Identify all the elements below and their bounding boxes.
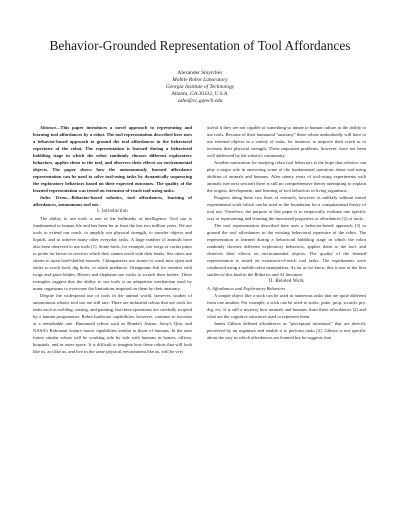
index-terms-text: —Behavior-based robotics, tool affordances, learning of affordances, autonomous tool use. <box>33 195 192 207</box>
intro-paragraph-3: useful if they are not capable of something so innate to human culture as the ability to use tools. Because of their humanoid "anatomy" these robots undoubtedly will have to use external objects in a variety of tasks, for instance, to improve their reach or to increase their physical strength. These important problems, however, have not been well addressed by the robotics community. <box>207 125 366 158</box>
author-lab: Mobile Robot Laboratory <box>172 77 228 83</box>
subsection-heading-affordances: A. Affordances and Exploratory Behaviors <box>207 286 286 291</box>
index-terms-label: Index Terms <box>40 195 67 200</box>
paper-title: Behavior-Grounded Representation of Tool Affordances <box>49 38 351 53</box>
abstract-label: Abstract <box>40 125 56 130</box>
section-heading-introduction: I. Introduction <box>97 209 128 214</box>
left-column <box>33 124 192 355</box>
intro-paragraph-5: Progress along these two lines of research, however, is unlikely without initial experimental work which can be used as the foundation for a computational theory of tool use. Therefore, the purpose of this paper is to empirically evaluate one specific way of representing and learning the functional properties or affordances [2] of tools. <box>207 195 366 221</box>
intro-paragraph-4: Another motivation for studying robot tool behaviors is the hope that robotics can play a major role in answering some of the fundamental questions about tool-using abilities of animals and humans. After ninety years of tool-using experiments with animals (see next section) there is still no comprehensive theory attempting to explain the origins, development, and learning of tool behaviors in living organisms. <box>207 160 366 193</box>
author-email: saho@cc.gatech.edu <box>177 98 223 104</box>
right-column <box>207 124 366 341</box>
author-name: Alexander Stoytchev <box>177 70 223 76</box>
author-institution: Georgia Institute of Technology <box>165 84 235 90</box>
index-terms <box>33 194 192 208</box>
related-paragraph-2: James Gibson defined affordances as "perceptual invariants" that are directly perceived by an organism and enable it to perform tasks [2]. Gibson is not specific about the way in which affordances are learned but he suggests that <box>207 321 366 340</box>
intro-paragraph-1: The ability to use tools is one of the hallmarks of intelligence. Tool use is fundamental to human life and has been for at least the last two million years. We use tools to extend our reach, to amplify our physical strength, to transfer objects and liquids, and to achieve many other everyday tasks. A large number of animals have also been observed to use tools [1]. Some birds, for example, use twigs or cactus pines to probe for larvae in crevices which they cannot reach with their beaks. Sea otters use stones to open hard-shelled mussels. Chimpanzees use stones to crack nuts open and sticks to reach food, dig holes, or attack predators. Orangutans fish for termites with twigs and grass blades. Horses and elephants use sticks to scratch their bodies. These examples suggest that the ability to use tools is an adaptation mechanism used by many organisms to overcome the limitations imposed on them by their anatomy. <box>33 216 192 291</box>
author-block <box>0 70 400 105</box>
author-city: Atlanta, GA 30332, U.S.A. <box>171 91 229 97</box>
abstract-text: —This paper introduces a novel approach to representing and learning tool affordances by a robot. The tool representation described here uses a behavior-based approach to ground the tool affordances in the behavioral repertoire of the robot. The representation is learned during a behavioral babbling stage in which the robot randomly chooses different exploratory behaviors, applies them to the tool, and observes their effects on environmental objects. The paper shows how the autonomously learned affordance representation can be used to solve tool-using tasks by dynamically sequencing the exploratory behaviors based on their expected outcomes. The quality of the learned representation was tested on extension-of-reach tool-using tasks. <box>33 125 192 193</box>
abstract <box>33 124 192 194</box>
related-paragraph-1: A simple object like a stick can be used in numerous tasks that are quite different from one another. For example, a stick can be used to strike, poke, prop, scratch, pry, dig, etc. It is still a mystery how animals and humans learn these affordances [2] and what are the cognitive structures used to represent them. <box>207 293 366 319</box>
intro-paragraph-6: The tool representation described here uses a behavior-based approach [3] to ground the tool affordances in the existing behavioral repertoire of the robot. The representation is learned during a behavioral babbling stage in which the robot randomly chooses different exploratory behaviors, applies them to the tool, and observes their effects on environmental objects. The quality of the learned representation is tested on extension-of-reach tool tasks. The experiments were conducted using a mobile robot manipulator. As far as we know, this is one of the first studies of this kind in the Robotics and AI literature. <box>207 223 366 277</box>
intro-paragraph-2: Despite the widespread use of tools in the animal world, however, studies of autonomous robotic tool use are still rare. There are industrial robots that use tools for tasks such as welding, cutting, and painting, but these operations are carefully scripted by a human programmer. Robot hardware capabilities, however, continue to increase at a remarkable rate. Humanoid robots such as Honda's Asimo, Sony's Qrio, and NASA's Robonaut feature motor capabilities similar to those of humans. In the near future similar robots will be working side by side with humans in homes, offices, hospitals, and in outer space. It is difficult to imagine how these robots that will look like us, act like us, and live in the same physical environment like us, will be very <box>33 293 192 354</box>
section-heading-related-work: II. Related Work <box>268 279 305 284</box>
